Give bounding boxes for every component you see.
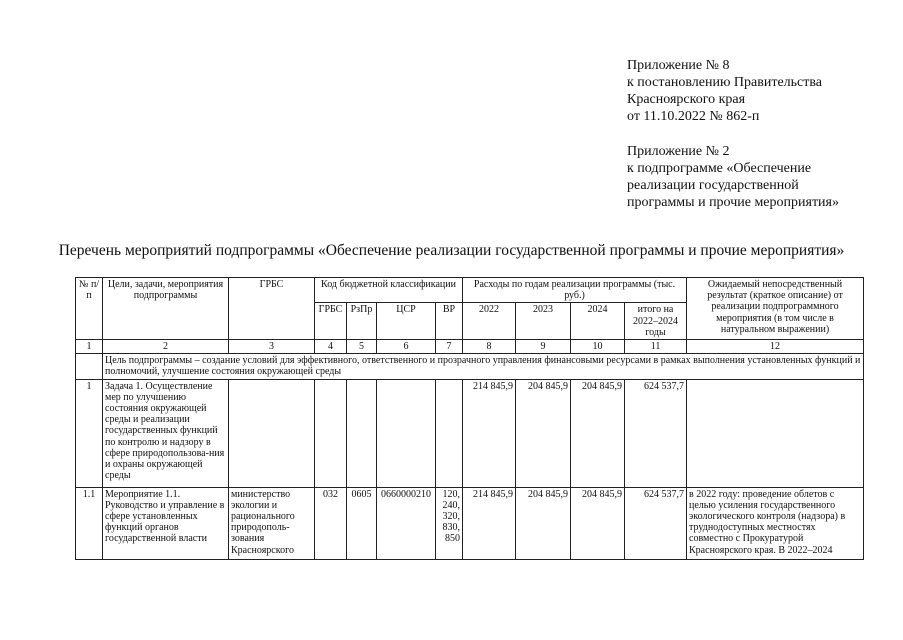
column-number-row [76,340,864,354]
appendix-8-block [627,57,887,125]
row-result [687,379,864,487]
row-grbs-code [315,379,347,487]
row-2023: 204 845,9 [516,487,571,559]
row-rzpr: 0605 [347,487,377,559]
appendix-8-line4: от 11.10.2022 № 862-п [627,109,760,124]
appendix-8-line2: к постановлению Правительства [627,75,823,90]
appendix-8-line3: Красноярского края [627,92,746,107]
appendix-2-line3: реализации государственной [627,178,799,193]
goal-row [76,354,864,379]
column-number: 6 [377,340,436,354]
appendix-2-line2: к подпрограмме «Обеспечение [627,161,812,176]
row-2022: 214 845,9 [463,379,516,487]
goal-num-cell [76,354,103,379]
row-name: Мероприятие 1.1. Руководство и управление в сфере установленных функций органов государственной власти [103,487,229,559]
row-vr: 120, 240, 320, 830, 850 [436,487,463,559]
column-number: 5 [347,340,377,354]
appendix-2-block [627,143,887,211]
row-vr [436,379,463,487]
column-number: 8 [463,340,516,354]
header-row [76,278,864,303]
row-num: 1.1 [76,487,103,559]
row-grbs-code: 032 [315,487,347,559]
goal-text: Цель подпрограммы – создание условий для эффективного, ответственного и прозрачного управления финансовыми ресурсами в рамках выполнения установленных функций и полномочий, улучшение состояния окружающей среды [103,354,864,379]
row-name: Задача 1. Осуществление мер по улучшению состояния окружающей среды и реализации государственных функций по контролю и надзору в сфере природопользова-ния и охраны окружающей среды [103,379,229,487]
document-title: Перечень мероприятий подпрограммы «Обеспечение реализации государственной программы и прочие мероприятия» [58,242,845,259]
column-number: 9 [516,340,571,354]
column-number: 1 [76,340,103,354]
column-number: 12 [687,340,864,354]
subheader-rzpr: РзПр [347,303,377,340]
table-row [76,379,864,487]
column-number: 7 [436,340,463,354]
row-grbs: министерство экологии и рационального природополь-зования Красноярского [229,487,315,559]
appendix-8-line1: Приложение № 8 [627,58,730,73]
measures-table [75,277,864,560]
subheader-2023: 2023 [516,303,571,340]
subheader-csr: ЦСР [377,303,436,340]
header-num: № п/п [76,278,103,340]
row-num: 1 [76,379,103,487]
subheader-grbs: ГРБС [315,303,347,340]
column-number: 4 [315,340,347,354]
row-rzpr [347,379,377,487]
table-row [76,487,864,559]
subheader-total: итого на 2022–2024 годы [625,303,687,340]
column-number: 2 [103,340,229,354]
header-grbs: ГРБС [229,278,315,340]
row-2024: 204 845,9 [571,379,625,487]
subheader-vr: ВР [436,303,463,340]
column-number: 11 [625,340,687,354]
header-result: Ожидаемый непосредственный результат (краткое описание) от реализации подпрограммного мероприятия (в том числе в натуральном выражении) [687,278,864,340]
column-number: 10 [571,340,625,354]
subheader-2022: 2022 [463,303,516,340]
row-csr [377,379,436,487]
row-2022: 214 845,9 [463,487,516,559]
header-budget-code: Код бюджетной классификации [315,278,463,303]
subheader-2024: 2024 [571,303,625,340]
header-expenses: Расходы по годам реализации программы (тыс. руб.) [463,278,687,303]
header-goals: Цели, задачи, мероприятия подпрограммы [103,278,229,340]
row-2023: 204 845,9 [516,379,571,487]
row-grbs [229,379,315,487]
column-number: 3 [229,340,315,354]
row-total: 624 537,7 [625,487,687,559]
row-2024: 204 845,9 [571,487,625,559]
row-result: в 2022 году: проведение облетов с целью усиления государственного экологического контроля (надзора) в труднодоступных местностях совместно с Прокуратурой Красноярского края. В 2022–2024 [687,487,864,559]
row-total: 624 537,7 [625,379,687,487]
appendix-2-line1: Приложение № 2 [627,144,730,159]
appendix-2-line4: программы и прочие мероприятия» [627,195,839,210]
row-csr: 0660000210 [377,487,436,559]
